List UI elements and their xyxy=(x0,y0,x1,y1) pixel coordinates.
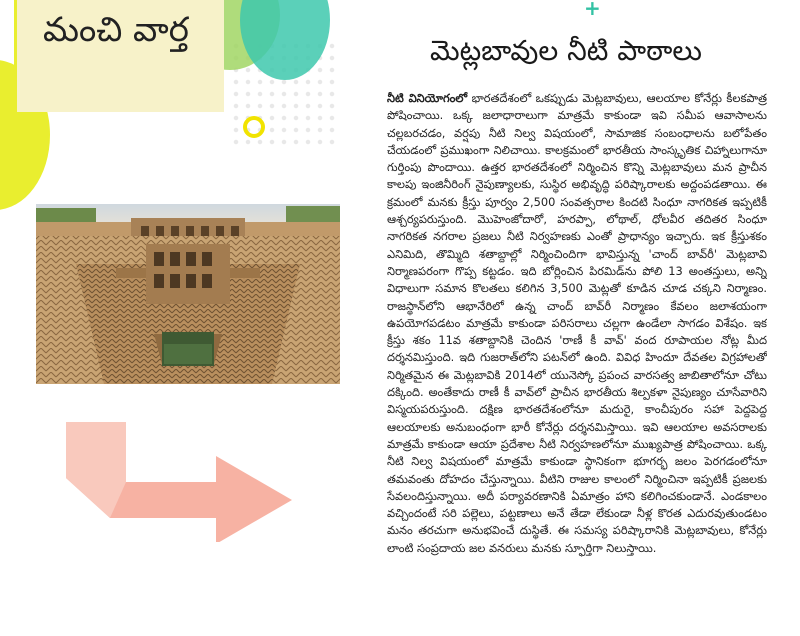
article-body xyxy=(387,90,767,628)
article-text: భారతదేశంలో ఒకప్పుడు మెట్లబావులు, ఆలయాల కోనేర్లు కీలకపాత్ర పోషించాయి. ఒక్క జలాధారాలుగా మాత్రమే కాకుండా ఇవి సమీప ఆవాసాలను చల్లబరచడం, వర్షపు నీటి నిల్వ విషయంలో, సామాజిక సంబంధాలను బలోపేతం చేయడంలో ప్రముఖంగా నిలిచాయి. కాలక్రమంలో భారతీయ సాంస్కృతిక చిహ్నాలుగానూ గుర్తింపు పొందాయి. ఉత్తర భారతదేశంలో నిర్మించిన కొన్ని మెట్లబావులు మన ప్రాచీన కాలపు ఇంజినీరింగ్ నైపుణ్యాలకు, సుస్థిర అభివృద్ధి పరిష్కారాలకు అద్దంపడతాయి. ఈ క్రమంలో మనకు క్రీస్తు పూర్వం 2,500 సంవత్సరాల కిందటి సింధూ నాగరికత ఇప్పటికీ ఆశ్చర్యపరుస్తుంది. మొహెంజోదారో, హరప్పా, లోథాల్, ధోలవీర తదితర సింధూ నాగరికత నగరాల ప్రజలు నీటి నిర్వహణకు ఎంతో ప్రాధాన్యం ఇచ్చారు. ఇక క్రీస్తుశకం ఎనిమిది, తొమ్మిది శతాబ్దాల్లో నిర్మించిందిగా భావిస్తున్న 'చాంద్ బావ్‌రీ' మెట్లబావి నిర్మాణపరంగా గొప్ప కట్టడం. ఇది బోర్లించిన పిరమిడ్‌ను పోలి 13 అంతస్తులు, అన్ని విధాలుగా సమాన కొలతలు కలిగిన 3,500 మెట్లతో కూడిన చూడ చక్కని నిర్మాణం. రాజస్థాన్‌లోని ఆభానేరిలో ఉన్న చాంద్ బావ్‌రీ నిర్మాణం కేవలం జలాశయంగా ఉపయోగపడటం మాత్రమే కాకుండా పరిసరాలు చల్లగా ఉండేలా సాగడం విశేషం. ఇక క్రీస్తు శకం 11వ శతాబ్దానికి చెందిన 'రాణీ కీ వావ్' వంద రూపాయల నోట్ల మీద దర్శనమిస్తుంది. ఇది గుజరాత్‌లోని పటన్‌లో ఉంది. వివిధ హిందూ దేవతల విగ్రహాలతో నిర్మితమైన ఈ మెట్లబావికి 2014లో యునెస్కో ప్రపంచ వారసత్వ జాబితాలోనూ చోటు దక్కింది. అంతేకాదు రాణీ కీ వావ్‌లో ప్రాచీన భారతీయ శిల్పకళా నైపుణ్యం చూసేవారిని విస్మయపరుస్తుంది. దక్షిణ భారతదేశంలోనూ మదురై, కాంచీపురం సహా పెద్దపెద్ద ఆలయాలకు అనుబంధంగా భారీ కోనేర్లు దర్శనమిస్తాయి. ఇవి ఆలయాల అవసరాలకు మాత్రమే కాకుండా ఆయా ప్రదేశాల నీటి నిర్వహణలోనూ ముఖ్యపాత్ర పోషించాయి. ఒక్క నీటి నిల్వ విషయంలో మాత్రమే కాకుండా స్థానికంగా భూగర్భ జలం పెరగడంలోనూ తమవంతు దోహదం చేస్తున్నాయి. వీటిని రాజుల కాలంలో నిర్మించినా ఇప్పటికీ ప్రజలకు సేవలందిస్తున్నాయి. అదీ పర్యావరణానికి ఏమాత్రం హాని కలిగించకుండానే. ఎండకాలం వచ్చిందంటే సరి పల్లెలు, పట్టణాలు అనే తేడా లేకుండా నీళ్ల కొరత ఎదురవుతుండటం మనం తరచుగా అనుభవించే దుస్థితే. ఈ సమస్య పరిష్కారానికి మెట్లబావులు, కోనేర్లు లాంటి సంప్రదాయ జల వనరులు మనకు స్ఫూర్తిగా నిలుస్తాయి. xyxy=(387,91,767,555)
article-title: మెట్లబావుల నీటి పాఠాలు xyxy=(430,34,702,67)
yellow-ring-icon xyxy=(243,116,265,138)
arrow-decoration xyxy=(66,422,292,542)
plus-icon: + xyxy=(584,0,601,20)
stepwell-photo xyxy=(36,204,340,384)
section-title: మంచి వార్త xyxy=(43,10,189,50)
section-header xyxy=(14,0,224,112)
article-lead: నీటి వినియోగంలో xyxy=(387,91,468,105)
stepwell-illustration xyxy=(36,204,340,384)
